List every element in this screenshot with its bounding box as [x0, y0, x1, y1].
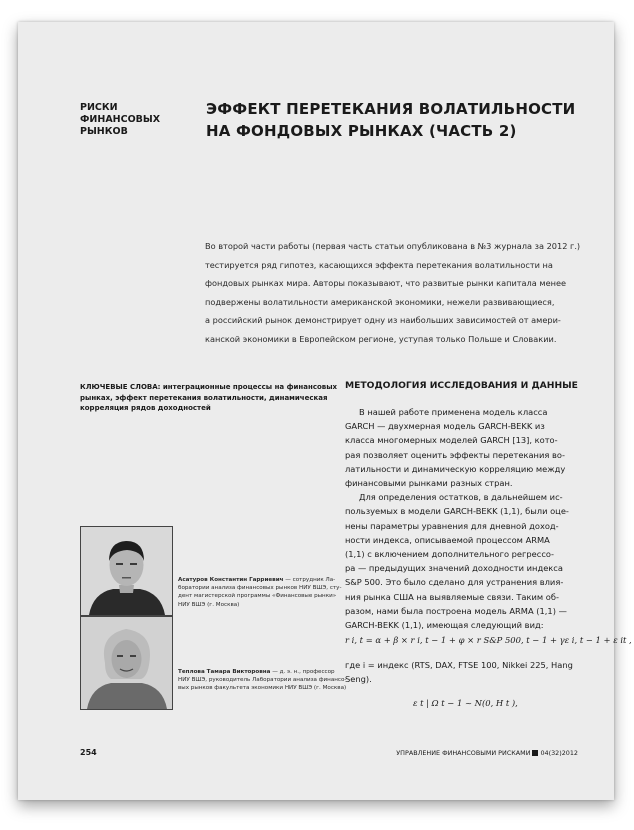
title-line: ЭФФЕКТ ПЕРЕТЕКАНИЯ ВОЛАТИЛЬНОСТИ [206, 100, 576, 118]
author-bio-line: боратории анализа финансовых рынков НИУ ВШЭ, сту- [178, 585, 342, 592]
body-line: В нашей работе применена модель класса [359, 407, 548, 417]
author-bio-line: НИУ ВШЭ (г. Москва) [178, 601, 240, 608]
body-line: класса многомерных моделей GARCH [13], кото- [345, 435, 558, 446]
title-line: НА ФОНДОВЫХ РЫНКАХ (ЧАСТЬ 2) [206, 122, 517, 140]
author-bio-line: вых рынков факультета экономики НИУ ВШЭ (г. Москва) [178, 685, 347, 692]
body-line: ра — предыдущих значений доходности индекса [345, 563, 563, 574]
keywords-line: КЛЮЧЕВЫЕ СЛОВА: интеграционные процессы на финансовых [80, 383, 338, 391]
body-line: Для определения остатков, в дальнейшем ис- [359, 492, 563, 503]
journal-footer [396, 749, 578, 757]
body-line: рая позволяет оценить эффекты перетекания во- [345, 449, 565, 460]
body-line: латильности и динамическую корреляцию между [345, 463, 566, 474]
abstract-line: подвержены волатильности американской экономики, нежели развивающиеся, [205, 296, 555, 307]
abstract-line: Во второй части работы (первая часть статьи опубликована в №3 журнала за 2012 г.) [205, 241, 581, 251]
journal-issue: 04(32)2012 [540, 749, 578, 757]
author-bio [178, 668, 347, 693]
formula-note-line: где i = индекс (RTS, DAX, FTSE 100, Nikkei 225, Hang [345, 660, 573, 670]
body-line: (1,1) с включением дополнительного регрессо- [345, 549, 554, 560]
abstract-line: а российский рынок демонстрирует одну из наибольших зависимостей от амери- [205, 315, 561, 325]
body-line: пользуемых в модели GARCH-BEKK (1,1), были оце- [345, 506, 569, 517]
body-line: разом, нами была построена модель ARMA (1,1) — [345, 605, 567, 616]
body-line: нены параметры уравнения для дневной доход- [345, 520, 559, 531]
author-bio [178, 576, 342, 609]
author-bio-line: — д. э. н., профессор [270, 669, 335, 675]
body-line: ния рынка США на выявляемые связи. Таким об- [345, 591, 559, 602]
keywords-line: корреляция рядов доходностей [80, 404, 211, 412]
abstract [205, 237, 597, 348]
keywords-line: рынках, эффект перетекания волатильности, динамическая [80, 393, 328, 402]
abstract-line: тестируется ряд гипотез, касающихся эффекта перетекания волатильности на [205, 259, 553, 270]
body-line: ности индекса, описываемой процессом ARMA [345, 534, 550, 545]
section-label-line: РЫНКОВ [80, 126, 128, 137]
journal-name: УПРАВЛЕНИЕ ФИНАНСОВЫМИ РИСКАМИ [396, 749, 531, 757]
formula-note-line: Seng). [345, 674, 372, 685]
keywords [80, 382, 340, 414]
residual-formula: ε t | Ω t − 1 ~ N(0, H t ), [413, 698, 518, 708]
methodology-body [345, 405, 600, 632]
author-bio-line: НИУ ВШЭ, руководитель Лаборатории анализа финансо- [178, 677, 347, 684]
section-label [80, 102, 200, 138]
author-photo [80, 616, 173, 710]
author-name: Асатуров Константин Гарриевич [178, 577, 284, 583]
body-line: финансовыми рынками разных стран. [345, 478, 513, 489]
author-photo [80, 526, 173, 616]
author-name: Теплова Тамара Викторовна [178, 669, 271, 675]
page-number: 254 [80, 748, 97, 757]
formula-note [345, 658, 600, 686]
section-label-line: РИСКИ ФИНАНСОВЫХ [80, 102, 161, 125]
body-line: GARCH — двухмерная модель GARCH-BEKK из [345, 421, 545, 432]
author-bio-line: дент магистерской программы «Финансовые рынки» [178, 593, 337, 600]
arma-formula: r i, t = α + β × r i, t − 1 + φ × r S&P 500, t − 1 + γε i, t − 1 + ε it , [345, 635, 632, 645]
article-title [206, 98, 596, 142]
methodology-heading: МЕТОДОЛОГИЯ ИССЛЕДОВАНИЯ И ДАННЫЕ [345, 380, 578, 391]
body-line: GARCH-BEKK (1,1), имеющая следующий вид: [345, 620, 544, 631]
square-separator-icon [532, 750, 538, 756]
abstract-line: фондовых рынках мира. Авторы показывают, что развитые рынки капитала менее [205, 278, 567, 288]
journal-page [18, 22, 632, 800]
abstract-line: канской экономики в Европейском регионе, уступая только Польше и Словакии. [205, 333, 557, 344]
author-bio-line: — сотрудник Ла- [283, 577, 336, 583]
body-line: S&P 500. Это было сделано для устранения влия- [345, 577, 564, 588]
